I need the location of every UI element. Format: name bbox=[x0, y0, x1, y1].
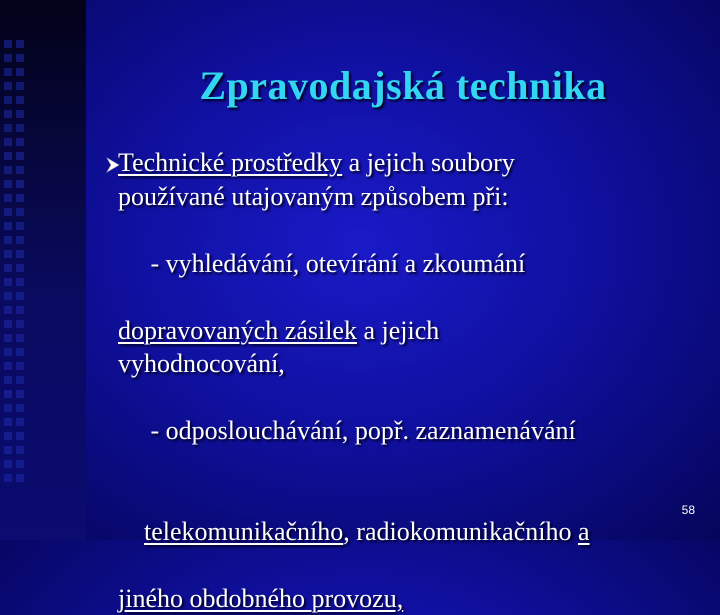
decorative-square bbox=[16, 222, 24, 230]
decorative-square bbox=[16, 460, 24, 468]
decorative-square bbox=[4, 222, 12, 230]
body-line bbox=[118, 180, 698, 214]
body-text: , radiokomunikačního bbox=[343, 517, 578, 546]
body-line bbox=[118, 314, 698, 348]
decorative-square bbox=[4, 390, 12, 398]
decorative-square bbox=[4, 348, 12, 356]
body-text: používané utajovaným způsobem při: bbox=[118, 182, 509, 211]
decorative-square bbox=[4, 250, 12, 258]
decorative-square bbox=[4, 418, 12, 426]
decorative-square bbox=[4, 362, 12, 370]
decorative-square bbox=[4, 460, 12, 468]
decorative-square bbox=[16, 432, 24, 440]
body-line bbox=[118, 381, 698, 482]
decorative-square bbox=[16, 96, 24, 104]
decorative-square bbox=[16, 194, 24, 202]
body-text: a jejich soubory bbox=[342, 148, 515, 177]
decorative-square bbox=[4, 236, 12, 244]
decorative-square bbox=[4, 306, 12, 314]
decorative-square bbox=[16, 68, 24, 76]
decorative-square bbox=[16, 348, 24, 356]
decorative-square bbox=[16, 208, 24, 216]
body-line bbox=[118, 582, 698, 615]
left-decorative-strip bbox=[0, 0, 86, 540]
body-text: a jejich bbox=[357, 316, 439, 345]
decorative-square bbox=[4, 110, 12, 118]
decorative-square bbox=[4, 292, 12, 300]
decorative-square bbox=[16, 40, 24, 48]
decorative-square bbox=[16, 278, 24, 286]
body-line bbox=[118, 347, 698, 381]
decorative-square bbox=[4, 54, 12, 62]
decorative-square bbox=[16, 390, 24, 398]
decorative-square bbox=[16, 334, 24, 342]
decorative-square bbox=[4, 376, 12, 384]
decorative-square bbox=[16, 54, 24, 62]
decorative-square bbox=[4, 82, 12, 90]
body-line bbox=[118, 213, 698, 314]
decorative-square bbox=[4, 96, 12, 104]
page-number: 58 bbox=[682, 503, 695, 517]
decorative-square bbox=[16, 446, 24, 454]
decorative-square bbox=[16, 306, 24, 314]
decorative-square bbox=[4, 264, 12, 272]
decorative-square bbox=[4, 194, 12, 202]
body-text-underlined: dopravovaných zásilek bbox=[118, 316, 357, 345]
decorative-square bbox=[4, 320, 12, 328]
decorative-square bbox=[4, 278, 12, 286]
decorative-square bbox=[4, 404, 12, 412]
decorative-squares bbox=[4, 40, 24, 500]
slide-body bbox=[118, 146, 698, 615]
body-text-underlined: a bbox=[578, 517, 590, 546]
decorative-square bbox=[16, 236, 24, 244]
decorative-square bbox=[16, 124, 24, 132]
decorative-square bbox=[16, 82, 24, 90]
decorative-square bbox=[4, 432, 12, 440]
body-text-underlined: telekomunikačního bbox=[144, 517, 343, 546]
decorative-square bbox=[16, 404, 24, 412]
decorative-square bbox=[16, 180, 24, 188]
body-text-underlined: Technické prostředky bbox=[118, 148, 342, 177]
decorative-square bbox=[16, 418, 24, 426]
slide-title: Zpravodajská technika bbox=[86, 62, 720, 109]
decorative-square bbox=[4, 138, 12, 146]
body-line bbox=[118, 146, 698, 180]
decorative-square bbox=[16, 320, 24, 328]
decorative-square bbox=[16, 362, 24, 370]
decorative-square bbox=[4, 152, 12, 160]
decorative-square bbox=[4, 334, 12, 342]
body-text-underlined: jiného obdobného provozu, bbox=[118, 584, 403, 613]
body-line bbox=[118, 481, 698, 582]
decorative-square bbox=[4, 208, 12, 216]
decorative-square bbox=[16, 474, 24, 482]
decorative-square bbox=[4, 166, 12, 174]
decorative-square bbox=[16, 152, 24, 160]
decorative-square bbox=[16, 292, 24, 300]
decorative-square bbox=[16, 376, 24, 384]
decorative-square bbox=[4, 124, 12, 132]
decorative-square bbox=[4, 40, 12, 48]
decorative-square bbox=[16, 250, 24, 258]
decorative-square bbox=[16, 138, 24, 146]
decorative-square bbox=[16, 264, 24, 272]
body-text: - vyhledávání, otevírání a zkoumání bbox=[144, 249, 525, 278]
body-text: - odposlouchávání, popř. zaznamenávání bbox=[144, 416, 576, 445]
body-text: vyhodnocování, bbox=[118, 349, 285, 378]
decorative-square bbox=[16, 110, 24, 118]
decorative-square bbox=[4, 180, 12, 188]
decorative-square bbox=[16, 166, 24, 174]
decorative-square bbox=[4, 68, 12, 76]
decorative-square bbox=[4, 474, 12, 482]
decorative-square bbox=[4, 446, 12, 454]
